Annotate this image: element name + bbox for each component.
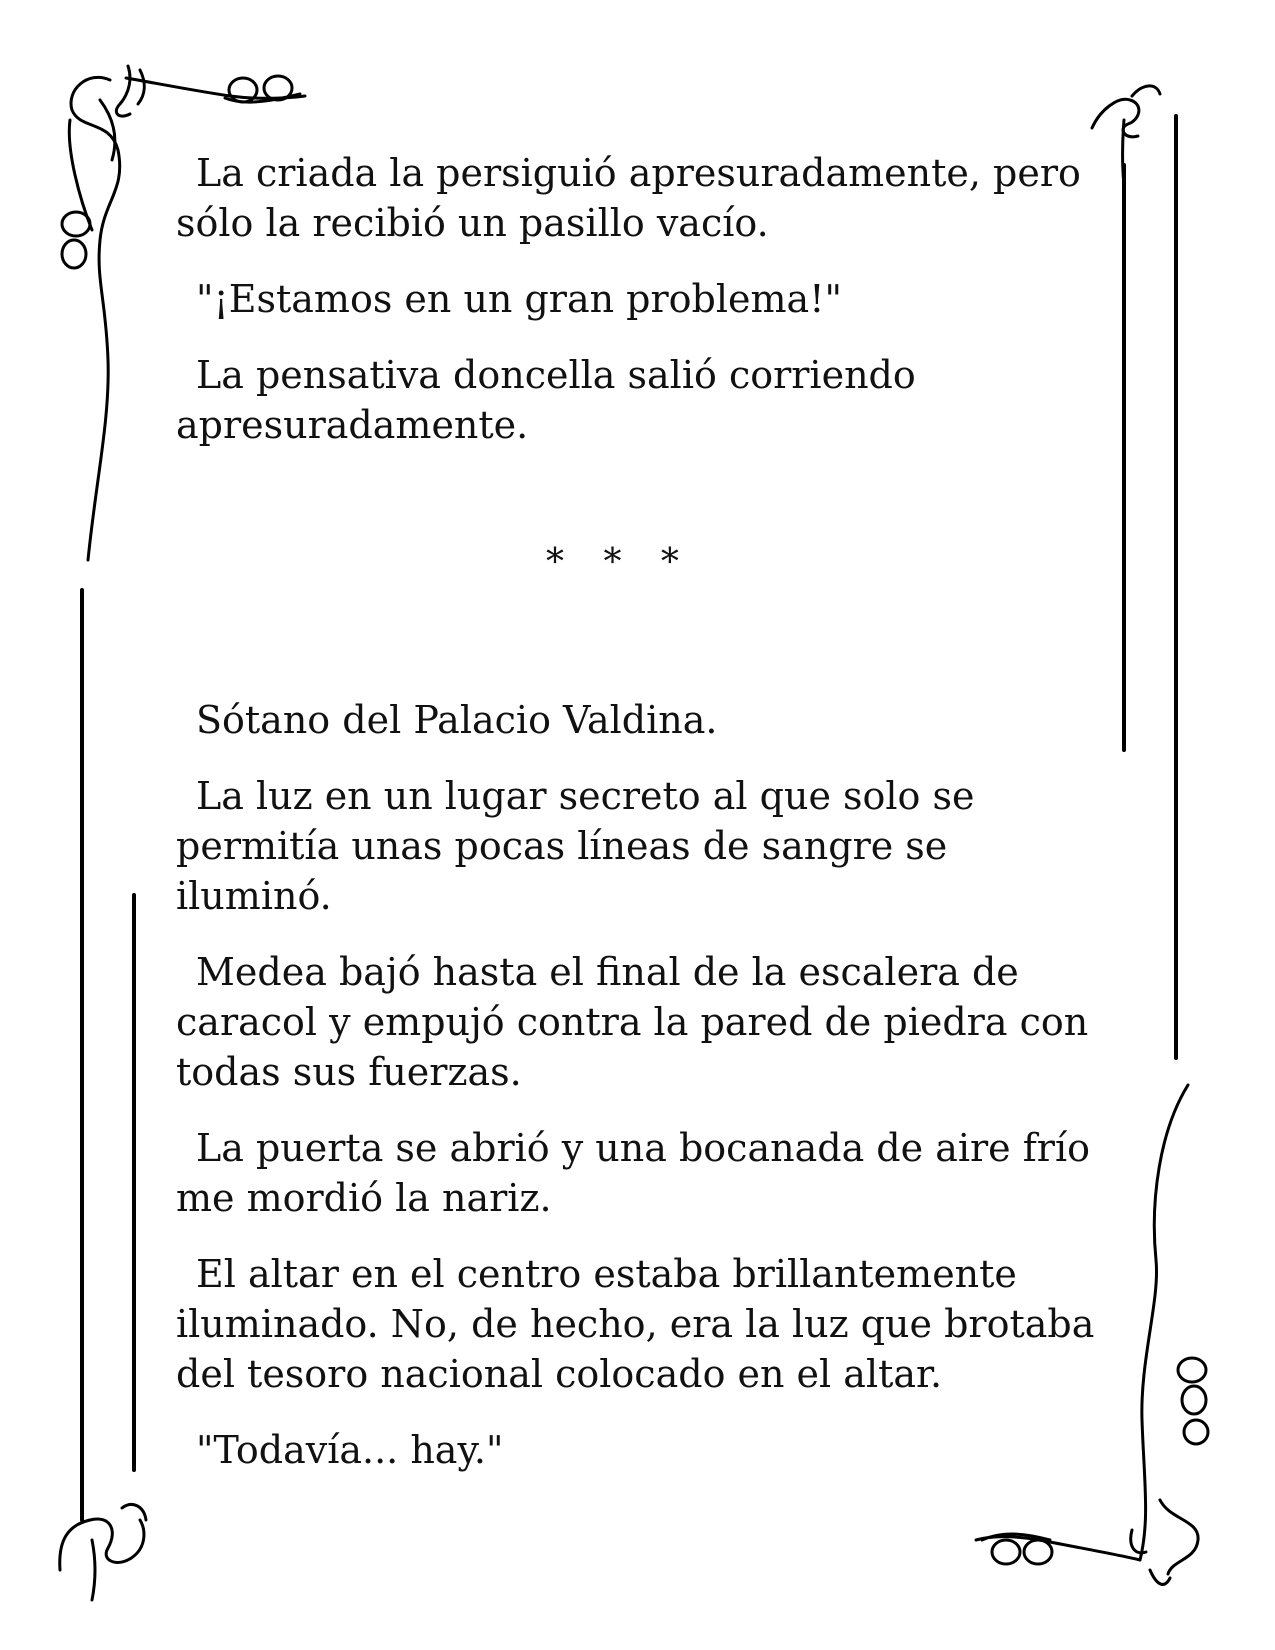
flourish-top-right-icon [1092,86,1160,185]
page-text [176,148,1096,1501]
paragraph: Medea bajó hasta el final de la escalera de caracol y empujó contra la pared de piedra con todas sus fuerzas. [176,950,1089,1094]
paragraph: La luz en un lugar secreto al que solo se permitía unas pocas líneas de sangre se iluminó. [176,774,975,918]
paragraph: "Todavía... hay." [196,1428,504,1472]
paragraph: "¡Estamos en un gran problema!" [196,277,842,321]
flourish-bottom-left-icon [60,1504,146,1600]
paragraph: Sótano del Palacio Valdina. [196,698,718,742]
section-separator: * * * [546,542,693,583]
paragraph: El altar en el centro estaba brillantemente iluminado. No, de hecho, era la luz que brotaba del tesoro nacional colocado en el altar. [176,1252,1095,1396]
paragraph: La criada la persiguió apresuradamente, pero sólo la recibió un pasillo vacío. [176,151,1081,245]
paragraph: La pensativa doncella salió corriendo apresuradamente. [176,353,916,447]
paragraph: La puerta se abrió y una bocanada de aire frío me mordió la nariz. [176,1126,1091,1220]
